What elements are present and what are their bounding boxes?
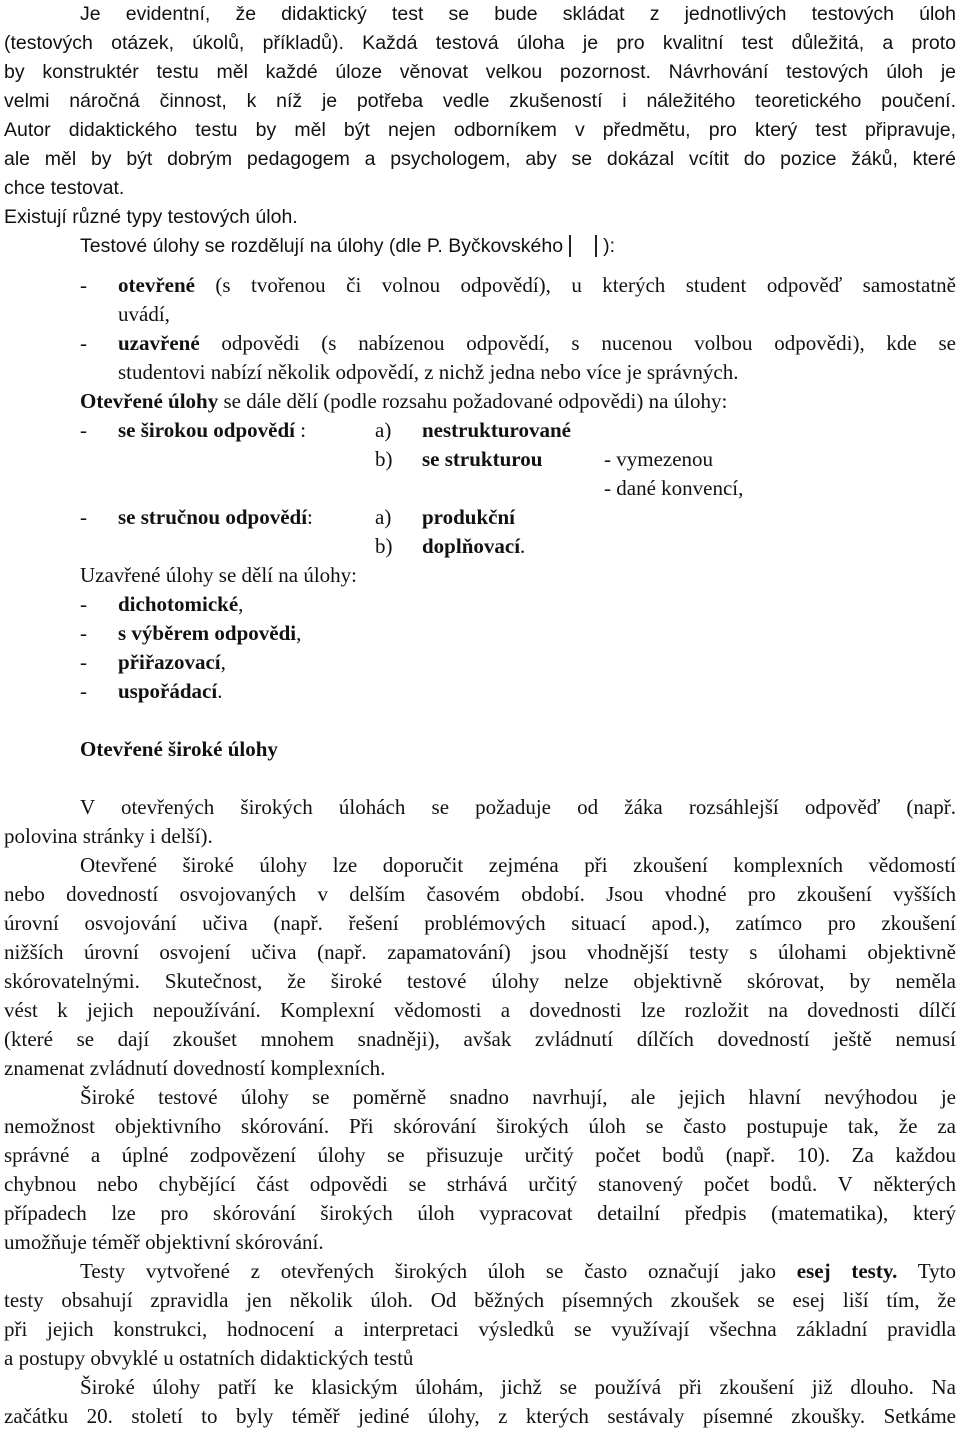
p3-line-6: umožňuje téměř objektivní skórování.: [4, 1230, 324, 1254]
p2-line-7: (které se dají zkoušet mnohem snadněji), avšak zvládnutí dílčích dovedností ještě nemusí: [4, 1027, 956, 1051]
closed-type-term: přiřazovací: [118, 650, 221, 674]
p3-line-2: nemožnost objektivního skórování. Při skórování širokých úloh se často postupuje tak, že za: [4, 1114, 956, 1138]
open-tasks-lead-text: se dále dělí (podle rozsahu požadované odpovědi) na úlohy:: [218, 389, 728, 413]
short-answer-b-end: .: [520, 534, 526, 558]
p4-line-3: při jejich konstrukci, hodnocení a interpretaci výsledků se využívají všechna základní pravidla: [4, 1317, 956, 1341]
p5-line-1: Široké úlohy patří ke klasickým úlohám, jichž se používá při zkoušení již dlouho. Na: [80, 1375, 956, 1399]
structure-sub-1: - vymezenou: [604, 447, 714, 471]
p3-line-5: případech lze pro skórování širokých úloh vypracovat detailní předpis (matematika), který: [4, 1201, 956, 1225]
wide-answer-a: nestrukturované: [422, 418, 571, 442]
closed-description: odpovědi (s nabízenou odpovědí, s nucenou volbou odpovědi), kde se: [199, 331, 956, 355]
p2-line-1: Otevřené široké úlohy lze doporučit zejména při zkoušení komplexních vědomostí: [80, 853, 956, 877]
closed-type-term: dichotomické: [118, 592, 239, 616]
short-answer-b: [422, 532, 525, 561]
p3-line-4: chybnou nebo chybějící část odpovědi se strhává určitý stanovený počet bodů. V některých: [4, 1172, 956, 1196]
p4-text-b: Tyto: [917, 1259, 956, 1283]
wide-answer-colon: :: [295, 418, 307, 442]
intro-line-3: by konstruktér testu měl každé úloze věnovat velkou pozornost. Návrhování testových úloh je: [4, 61, 956, 83]
list-dash: -: [80, 679, 87, 703]
division-lead-text: Testové úlohy se rozdělují na úlohy (dle P. Byčkovského: [80, 235, 564, 257]
short-answer-a: produkční: [422, 505, 515, 529]
p2-line-5: skórovatelnými. Skutečnost, že široké testové úlohy nelze objektivně skórovat, by neměla: [4, 969, 956, 993]
list-dash: -: [80, 273, 87, 297]
open-tasks-lead: [80, 387, 727, 416]
closed-type-sep: ,: [296, 621, 302, 645]
p1-line-2: polovina stránky i delší).: [4, 824, 213, 848]
closed-type-item: [118, 619, 301, 648]
intro-line-2: (testových otázek, úkolů, příkladů). Každá testová úloha je pro kvalitní test důležitá, a proto: [4, 32, 956, 54]
short-answer-term: se stručnou odpovědí: [118, 505, 308, 529]
short-answer-b-term: doplňovací: [422, 534, 521, 558]
list-dash: -: [80, 592, 87, 616]
list-dash: -: [80, 418, 87, 442]
citation-brackets: [569, 235, 597, 257]
intro-line-8: Existují různé typy testových úloh.: [4, 206, 298, 228]
p1-line-1: V otevřených širokých úlohách se požaduje od žáka rozsáhlejší odpověď (např.: [80, 795, 956, 819]
esej-testy-term: esej testy.: [796, 1259, 898, 1283]
intro-line-4: velmi náročná činnost, k níž je potřeba vedle zkušeností i náležitého teoretického poučení.: [4, 90, 956, 112]
p3-line-3: správné a úplné zodpovězení úlohy se přisuzuje určitý počet bodů (např. 10). Za každou: [4, 1143, 956, 1167]
open-answer-continuation: uvádí,: [118, 302, 170, 326]
intro-line-7: chce testovat.: [4, 177, 125, 199]
short-answer-colon: :: [307, 505, 313, 529]
p4-line-4: a postupy obvyklé u ostatních didaktických testů: [4, 1346, 414, 1370]
closed-type-item: [118, 648, 226, 677]
p2-line-2: nebo dovedností osvojovaných v delším časovém období. Jsou vhodné pro zkoušení vyšších: [4, 882, 956, 906]
closed-type-term: uspořádací: [118, 679, 218, 703]
closed-answer-item: [118, 329, 956, 358]
p2-line-6: vést k jejich nepoužívání. Komplexní vědomosti a dovednosti lze rozložit na dovednosti dílčí: [4, 998, 956, 1022]
option-a-marker: a): [375, 418, 392, 442]
option-a-marker: a): [375, 505, 392, 529]
closed-answer-continuation: studentovi nabízí několik odpovědí, z nichž jedna nebo více je správných.: [118, 360, 739, 384]
short-answer-label: [118, 503, 313, 532]
p4-text-a: Testy vytvořené z otevřených širokých úloh se často označují jako: [80, 1259, 777, 1283]
wide-answer-label: [118, 416, 306, 445]
wide-answer-term: se širokou odpovědí: [118, 418, 295, 442]
structure-sub-2: - dané konvencí,: [604, 476, 744, 500]
open-term: otevřené: [118, 273, 195, 297]
closed-type-item: [118, 677, 222, 706]
p2-line-8: znamenat zvládnutí dovedností komplexních.: [4, 1056, 386, 1080]
closed-tasks-lead: Uzavřené úlohy se dělí na úlohy:: [80, 563, 357, 587]
list-dash: -: [80, 621, 87, 645]
intro-line-1: Je evidentní, že didaktický test se bude skládat z jednotlivých testových úloh: [80, 3, 956, 25]
list-dash: -: [80, 505, 87, 529]
p4-line-2: testy obsahují zpravidla jen několik úloh. Od běžných písemných zkoušek se esej liší tím, že: [4, 1288, 956, 1312]
intro-line-6: ale měl by být dobrým pedagogem a psychologem, aby se dokázal vcítit do pozice žáků, které: [4, 148, 956, 170]
closed-type-sep: ,: [220, 650, 226, 674]
option-b-marker: b): [375, 534, 393, 558]
open-answer-item: [118, 271, 956, 300]
list-dash: -: [80, 650, 87, 674]
closed-type-sep: .: [217, 679, 223, 703]
p3-line-1: Široké testové úlohy se poměrně snadno navrhují, ale jejich hlavní nevýhodou je: [80, 1085, 956, 1109]
division-lead-end: ):: [603, 235, 616, 257]
open-description: (s tvořenou či volnou odpovědí), u kterých student odpověď samostatně: [194, 273, 956, 297]
option-b-marker: b): [375, 447, 393, 471]
wide-answer-b: se strukturou: [422, 447, 543, 471]
p5-line-2: začátku 20. století to byly téměř jediné úlohy, z kterých sestávaly písemné zkoušky. Setkáme: [4, 1404, 956, 1428]
p2-line-4: nižších úrovní osvojení učiva (např. zapamatování) jsou vhodnější testy s úlohami objektivně: [4, 940, 956, 964]
p4-line-1: [80, 1257, 956, 1286]
closed-type-sep: ,: [238, 592, 244, 616]
open-tasks-term: Otevřené úlohy: [80, 389, 219, 413]
list-dash: -: [80, 331, 87, 355]
closed-term: uzavřené: [118, 331, 200, 355]
intro-line-5: Autor didaktického testu by měl být nejen odborníkem v předmětu, pro který test připravuje,: [4, 119, 956, 141]
closed-type-term: s výběrem odpovědi: [118, 621, 297, 645]
closed-type-item: [118, 590, 243, 619]
p2-line-3: úrovní osvojování učiva (např. řešení problémových situací apod.), zatímco pro zkoušení: [4, 911, 956, 935]
section-heading: Otevřené široké úlohy: [80, 737, 278, 761]
division-lead: [80, 232, 956, 261]
